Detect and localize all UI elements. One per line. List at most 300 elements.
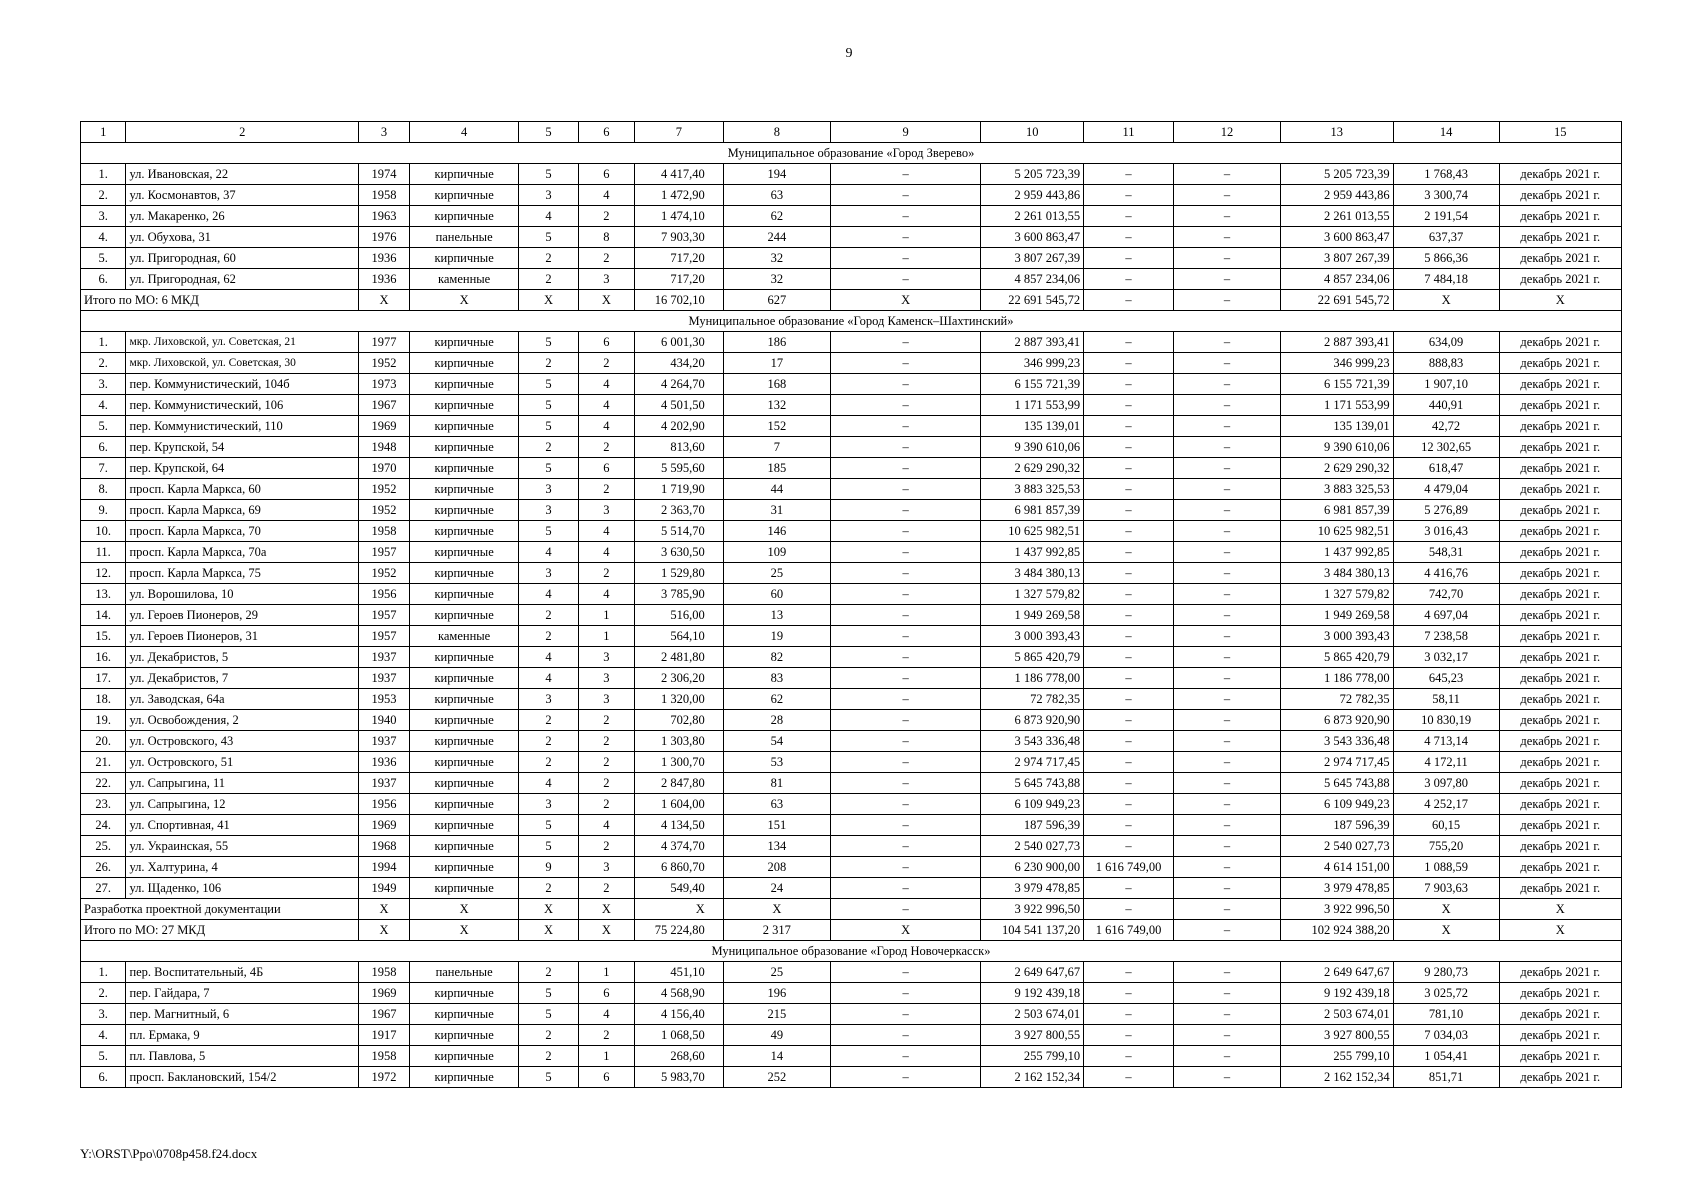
table-cell: 1 054,41 [1393, 1046, 1499, 1067]
column-number-header: 13 [1281, 122, 1394, 143]
table-cell: – [1084, 416, 1174, 437]
table-cell: 187 596,39 [1281, 815, 1394, 836]
table-cell: пер. Коммунистический, 110 [126, 416, 359, 437]
table-cell: 888,83 [1393, 353, 1499, 374]
table-cell: 14. [81, 605, 126, 626]
column-number-header: 9 [830, 122, 980, 143]
table-cell: – [1084, 752, 1174, 773]
table-cell: X [578, 290, 634, 311]
table-cell: – [1173, 269, 1280, 290]
table-cell: 5 645 743,88 [1281, 773, 1394, 794]
section-title-row [81, 143, 1622, 164]
table-cell: 31 [723, 500, 830, 521]
table-cell: кирпичные [409, 248, 518, 269]
table-cell: 83 [723, 668, 830, 689]
table-cell: 4 479,04 [1393, 479, 1499, 500]
table-cell: 1 529,80 [635, 563, 724, 584]
table-cell: кирпичные [409, 206, 518, 227]
table-cell: X [635, 899, 724, 920]
table-cell: 2 649 647,67 [981, 962, 1084, 983]
table-cell: 18. [81, 689, 126, 710]
column-number-header: 12 [1173, 122, 1280, 143]
table-cell: 17. [81, 668, 126, 689]
table-cell: – [1173, 164, 1280, 185]
table-cell: – [830, 164, 980, 185]
table-cell: 22 691 545,72 [981, 290, 1084, 311]
table-cell: 25 [723, 962, 830, 983]
table-cell: кирпичные [409, 563, 518, 584]
table-cell: 1937 [359, 731, 410, 752]
table-cell: 6 [578, 983, 634, 1004]
table-cell: 1958 [359, 1046, 410, 1067]
table-cell: 1 [578, 962, 634, 983]
table-cell: 851,71 [1393, 1067, 1499, 1088]
table-cell: – [830, 206, 980, 227]
table-cell: 4 374,70 [635, 836, 724, 857]
table-row [81, 269, 1622, 290]
table-cell: – [1084, 521, 1174, 542]
table-cell: декабрь 2021 г. [1499, 1046, 1621, 1067]
table-cell: – [1173, 857, 1280, 878]
table-cell: – [1084, 248, 1174, 269]
table-cell: 2 [578, 836, 634, 857]
table-cell: 2 [578, 878, 634, 899]
table-cell: 813,60 [635, 437, 724, 458]
table-cell: 1953 [359, 689, 410, 710]
table-cell: – [1084, 437, 1174, 458]
table-cell: кирпичные [409, 647, 518, 668]
table-cell: кирпичные [409, 857, 518, 878]
table-cell: 62 [723, 206, 830, 227]
table-cell: ул. Сапрыгина, 12 [126, 794, 359, 815]
table-cell: X [519, 920, 579, 941]
table-cell: – [830, 815, 980, 836]
table-cell: – [1173, 983, 1280, 1004]
table-cell: 3 [519, 794, 579, 815]
table-cell: X [1393, 899, 1499, 920]
table-row [81, 731, 1622, 752]
table-cell: 6 109 949,23 [1281, 794, 1394, 815]
table-cell: – [830, 1067, 980, 1088]
table-cell: 2 887 393,41 [1281, 332, 1394, 353]
table-cell: 2 [519, 437, 579, 458]
table-cell: – [1084, 1004, 1174, 1025]
table-cell: декабрь 2021 г. [1499, 521, 1621, 542]
table-cell: 2 [578, 1025, 634, 1046]
table-cell: 2 317 [723, 920, 830, 941]
table-cell: 4 264,70 [635, 374, 724, 395]
table-cell: – [1173, 815, 1280, 836]
table-cell: 1972 [359, 1067, 410, 1088]
table-cell: 3 016,43 [1393, 521, 1499, 542]
table-cell: кирпичные [409, 794, 518, 815]
section-title-row [81, 941, 1622, 962]
table-cell: 1 171 553,99 [981, 395, 1084, 416]
table-cell: 346 999,23 [981, 353, 1084, 374]
table-cell: – [1084, 605, 1174, 626]
table-cell: 6 [578, 1067, 634, 1088]
table-cell: 2 [578, 710, 634, 731]
table-cell: 102 924 388,20 [1281, 920, 1394, 941]
table-row [81, 836, 1622, 857]
table-cell: кирпичные [409, 395, 518, 416]
table-cell: – [1084, 374, 1174, 395]
table-cell: 10 830,19 [1393, 710, 1499, 731]
table-cell: 4 713,14 [1393, 731, 1499, 752]
table-cell: 2 [519, 731, 579, 752]
table-cell: просп. Баклановский, 154/2 [126, 1067, 359, 1088]
table-cell: 5 865 420,79 [1281, 647, 1394, 668]
table-cell: 3 [519, 479, 579, 500]
table-cell: кирпичные [409, 521, 518, 542]
table-cell: 5 [519, 983, 579, 1004]
table-cell: 1 907,10 [1393, 374, 1499, 395]
table-cell: 22. [81, 773, 126, 794]
table-cell: ул. Сапрыгина, 11 [126, 773, 359, 794]
table-cell: 3 [578, 668, 634, 689]
table-cell: кирпичные [409, 668, 518, 689]
table-row [81, 1046, 1622, 1067]
table-cell: 3 [519, 185, 579, 206]
table-cell: кирпичные [409, 1004, 518, 1025]
table-cell: 8. [81, 479, 126, 500]
table-cell: – [1173, 752, 1280, 773]
table-cell: 7 [723, 437, 830, 458]
table-cell: 2 [578, 248, 634, 269]
total-label: Разработка проектной документации [81, 899, 359, 920]
table-cell: 21. [81, 752, 126, 773]
table-row [81, 185, 1622, 206]
table-cell: 3 922 996,50 [981, 899, 1084, 920]
table-cell: 645,23 [1393, 668, 1499, 689]
table-row [81, 668, 1622, 689]
table-cell: X [519, 899, 579, 920]
table-row [81, 815, 1622, 836]
table-cell: 2. [81, 185, 126, 206]
table-cell: – [1173, 1067, 1280, 1088]
table-cell: 1 068,50 [635, 1025, 724, 1046]
table-row [81, 647, 1622, 668]
table-cell: 3 [519, 563, 579, 584]
table-cell: X [409, 290, 518, 311]
table-cell: – [830, 983, 980, 1004]
table-cell: 1 [578, 626, 634, 647]
table-cell: 1957 [359, 605, 410, 626]
table-cell: 1 616 749,00 [1084, 920, 1174, 941]
table-cell: 135 139,01 [981, 416, 1084, 437]
table-cell: 4 568,90 [635, 983, 724, 1004]
table-cell: 346 999,23 [1281, 353, 1394, 374]
table-cell: 2 [578, 752, 634, 773]
table-cell: – [830, 794, 980, 815]
table-cell: 16. [81, 647, 126, 668]
table-cell: ул. Героев Пионеров, 31 [126, 626, 359, 647]
table-cell: 634,09 [1393, 332, 1499, 353]
table-cell: 1967 [359, 1004, 410, 1025]
table-cell: – [1173, 1046, 1280, 1067]
table-cell: 637,37 [1393, 227, 1499, 248]
table-cell: декабрь 2021 г. [1499, 983, 1621, 1004]
table-cell: 208 [723, 857, 830, 878]
table-cell: пер. Коммунистический, 106 [126, 395, 359, 416]
table-cell: декабрь 2021 г. [1499, 437, 1621, 458]
table-cell: 4 857 234,06 [1281, 269, 1394, 290]
table-cell: X [359, 920, 410, 941]
table-cell: – [830, 710, 980, 731]
table-cell: 742,70 [1393, 584, 1499, 605]
table-cell: 1969 [359, 815, 410, 836]
table-cell: 14 [723, 1046, 830, 1067]
table-cell: – [830, 836, 980, 857]
table-cell: – [1084, 500, 1174, 521]
table-cell: – [1173, 374, 1280, 395]
table-cell: каменные [409, 269, 518, 290]
table-cell: – [830, 1004, 980, 1025]
table-cell: – [1084, 185, 1174, 206]
table-cell: 516,00 [635, 605, 724, 626]
table-cell: 2 [519, 710, 579, 731]
table-cell: 1956 [359, 794, 410, 815]
table-cell: – [830, 395, 980, 416]
table-cell: 4 156,40 [635, 1004, 724, 1025]
table-cell: 1 171 553,99 [1281, 395, 1394, 416]
table-cell: 4 416,76 [1393, 563, 1499, 584]
table-cell: 268,60 [635, 1046, 724, 1067]
table-cell: 434,20 [635, 353, 724, 374]
table-cell: 440,91 [1393, 395, 1499, 416]
table-cell: 2 [578, 353, 634, 374]
total-row [81, 290, 1622, 311]
table-cell: 252 [723, 1067, 830, 1088]
table-cell: – [1084, 269, 1174, 290]
table-cell: просп. Карла Маркса, 70 [126, 521, 359, 542]
table-row [81, 584, 1622, 605]
table-cell: 49 [723, 1025, 830, 1046]
table-cell: декабрь 2021 г. [1499, 752, 1621, 773]
table-cell: – [1173, 227, 1280, 248]
table-cell: 4 [519, 773, 579, 794]
table-cell: 1 604,00 [635, 794, 724, 815]
total-label: Итого по МО: 27 МКД [81, 920, 359, 941]
table-cell: – [1173, 521, 1280, 542]
table-cell: 1 616 749,00 [1084, 857, 1174, 878]
table-cell: 3 979 478,85 [1281, 878, 1394, 899]
table-cell: 1952 [359, 500, 410, 521]
table-row [81, 878, 1622, 899]
table-cell: кирпичные [409, 836, 518, 857]
table-cell: 2 [519, 605, 579, 626]
table-cell: 1 474,10 [635, 206, 724, 227]
table-cell: кирпичные [409, 479, 518, 500]
table-cell: – [1173, 248, 1280, 269]
table-cell: 2 306,20 [635, 668, 724, 689]
table-cell: ул. Спортивная, 41 [126, 815, 359, 836]
table-cell: 3 785,90 [635, 584, 724, 605]
table-cell: 717,20 [635, 269, 724, 290]
table-cell: декабрь 2021 г. [1499, 605, 1621, 626]
table-cell: 3 000 393,43 [981, 626, 1084, 647]
table-cell: 3 883 325,53 [981, 479, 1084, 500]
table-cell: 244 [723, 227, 830, 248]
table-cell: 451,10 [635, 962, 724, 983]
table-cell: 5. [81, 1046, 126, 1067]
table-cell: – [830, 542, 980, 563]
table-cell: 23. [81, 794, 126, 815]
table-cell: 4 [578, 416, 634, 437]
table-cell: – [1173, 542, 1280, 563]
table-cell: кирпичные [409, 584, 518, 605]
table-cell: 13 [723, 605, 830, 626]
table-cell: 19. [81, 710, 126, 731]
table-cell: 3 032,17 [1393, 647, 1499, 668]
table-cell: 4 [578, 185, 634, 206]
table-cell: 9 [519, 857, 579, 878]
table-cell: X [1499, 290, 1621, 311]
table-row [81, 437, 1622, 458]
table-cell: 2 959 443,86 [1281, 185, 1394, 206]
table-cell: 1963 [359, 206, 410, 227]
table-cell: – [830, 752, 980, 773]
table-cell: 7 034,03 [1393, 1025, 1499, 1046]
table-cell: 1952 [359, 353, 410, 374]
column-number-header: 8 [723, 122, 830, 143]
table-cell: – [1084, 227, 1174, 248]
table-cell: 1936 [359, 752, 410, 773]
table-cell: 4 202,90 [635, 416, 724, 437]
table-cell: 3 484 380,13 [981, 563, 1084, 584]
table-cell: – [830, 1025, 980, 1046]
table-cell: X [359, 899, 410, 920]
table-cell: просп. Карла Маркса, 60 [126, 479, 359, 500]
table-cell: кирпичные [409, 500, 518, 521]
table-cell: 5 983,70 [635, 1067, 724, 1088]
table-cell: ул. Заводская, 64а [126, 689, 359, 710]
table-cell: 32 [723, 269, 830, 290]
table-cell: декабрь 2021 г. [1499, 395, 1621, 416]
table-cell: 1937 [359, 668, 410, 689]
table-cell: 3 [578, 647, 634, 668]
table-cell: 4 [578, 542, 634, 563]
table-cell: кирпичные [409, 1046, 518, 1067]
table-cell: 3 [578, 857, 634, 878]
table-cell: 2 [578, 437, 634, 458]
table-cell: 3 600 863,47 [1281, 227, 1394, 248]
table-cell: 5. [81, 248, 126, 269]
table-cell: просп. Карла Маркса, 75 [126, 563, 359, 584]
table-cell: пер. Гайдара, 7 [126, 983, 359, 1004]
table-cell: 3 927 800,55 [1281, 1025, 1394, 1046]
table-cell: 702,80 [635, 710, 724, 731]
table-cell: 1967 [359, 395, 410, 416]
page-number: 9 [845, 46, 853, 61]
table-cell: 1 320,00 [635, 689, 724, 710]
table-cell: – [830, 248, 980, 269]
table-cell: 10 625 982,51 [981, 521, 1084, 542]
table-cell: – [1173, 416, 1280, 437]
table-cell: 1958 [359, 521, 410, 542]
table-cell: 9 192 439,18 [981, 983, 1084, 1004]
total-row [81, 899, 1622, 920]
table-cell: 255 799,10 [981, 1046, 1084, 1067]
table-cell: 5 [519, 164, 579, 185]
table-cell: X [723, 899, 830, 920]
table-cell: 9. [81, 500, 126, 521]
table-cell: – [1173, 899, 1280, 920]
table-cell: – [1173, 647, 1280, 668]
table-cell: 4. [81, 395, 126, 416]
table-row [81, 479, 1622, 500]
table-cell: 3 [578, 269, 634, 290]
table-cell: 2 [519, 248, 579, 269]
table-cell: – [1173, 479, 1280, 500]
table-cell: 1 186 778,00 [1281, 668, 1394, 689]
table-cell: кирпичные [409, 353, 518, 374]
table-cell: 6 [578, 332, 634, 353]
table-cell: 17 [723, 353, 830, 374]
table-cell: ул. Ворошилова, 10 [126, 584, 359, 605]
table-cell: 186 [723, 332, 830, 353]
table-cell: X [519, 290, 579, 311]
table-cell: – [830, 500, 980, 521]
table-cell: – [1173, 332, 1280, 353]
table-cell: 3 883 325,53 [1281, 479, 1394, 500]
table-cell: – [1084, 584, 1174, 605]
table-cell: кирпичные [409, 416, 518, 437]
table-cell: 19 [723, 626, 830, 647]
table-cell: 4 [578, 1004, 634, 1025]
column-number-header: 6 [578, 122, 634, 143]
table-cell: 10. [81, 521, 126, 542]
column-number-header: 3 [359, 122, 410, 143]
table-cell: 5 [519, 395, 579, 416]
table-cell: – [830, 479, 980, 500]
column-number-header: 10 [981, 122, 1084, 143]
table-cell: 5 [519, 416, 579, 437]
column-number-header: 15 [1499, 122, 1621, 143]
table-cell: X [830, 290, 980, 311]
table-cell: 135 139,01 [1281, 416, 1394, 437]
table-row [81, 962, 1622, 983]
table-cell: 1952 [359, 563, 410, 584]
table-row [81, 500, 1622, 521]
table-cell: 16 702,10 [635, 290, 724, 311]
table-cell: ул. Островского, 43 [126, 731, 359, 752]
table-cell: 1949 [359, 878, 410, 899]
table-cell: каменные [409, 626, 518, 647]
table-cell: – [830, 353, 980, 374]
table-cell: кирпичные [409, 164, 518, 185]
table-row [81, 773, 1622, 794]
table-cell: 2 887 393,41 [981, 332, 1084, 353]
table-cell: – [830, 458, 980, 479]
table-cell: – [1173, 920, 1280, 941]
table-cell: 13. [81, 584, 126, 605]
table-cell: X [409, 899, 518, 920]
table-cell: 132 [723, 395, 830, 416]
table-cell: кирпичные [409, 458, 518, 479]
table-cell: 7 484,18 [1393, 269, 1499, 290]
table-cell: – [830, 374, 980, 395]
table-cell: 3 600 863,47 [981, 227, 1084, 248]
table-row [81, 605, 1622, 626]
table-cell: декабрь 2021 г. [1499, 647, 1621, 668]
table-row [81, 164, 1622, 185]
table-cell: – [1173, 290, 1280, 311]
table-cell: 151 [723, 815, 830, 836]
table-cell: 6 [578, 164, 634, 185]
table-cell: 3 [519, 689, 579, 710]
table-cell: 4 [519, 206, 579, 227]
